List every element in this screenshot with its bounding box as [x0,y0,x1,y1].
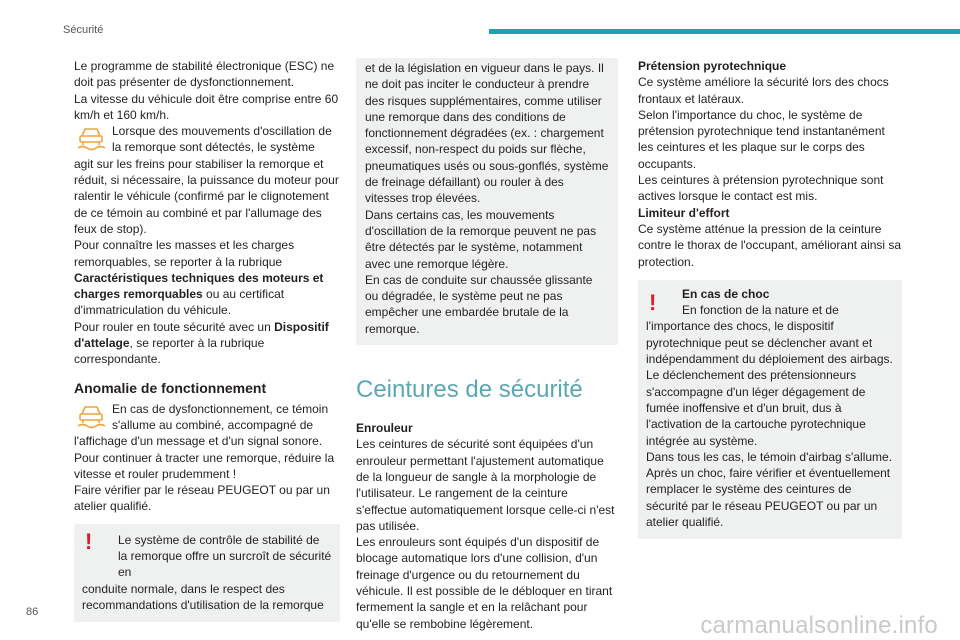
paragraph: agit sur les freins pour stabiliser la remorque et réduit, si nécessaire, la puissance du moteur pour ralentir le véhicule (confirmé par le clignotement de ce témoin au combiné et par l'allumage des feux de stop). [74,156,339,236]
exclamation-icon: ! [649,289,657,315]
note-text: Dans certains cas, les mouvements d'oscillation de la remorque peuvent ne pas être détectés par le système, notamment avec une remorque légère. [365,207,597,271]
warning-note [74,524,340,622]
column-left [74,58,340,622]
warning-light-row [74,401,340,434]
watermark: carmanualsonline.info [700,612,938,639]
page-title: Ceintures de sécurité [356,376,583,404]
paragraph: Selon l'importance du choc, le système de prétension pyrotechnique tend instantanément les ceintures et les plaque sur le corps des occupants. [638,107,885,171]
paragraph: Pour connaître les masses et les charges remorquables, se reporter à la rubrique Caractéristiques techniques des moteurs et charges remorquables ou au certificat d'immatriculation du véhicule. [74,238,324,318]
subheading: Limiteur d'effort [638,205,730,220]
paragraph: Ce système améliore la sécurité lors des chocs frontaux et latéraux. [638,75,889,106]
note-title: En cas de choc [682,286,770,301]
note-text: conduite normale, dans le respect des recommandations d'utilisation de la remorque [82,581,324,612]
note-text: En fonction de la nature et de [682,303,839,318]
note-text: et de la législation en vigueur dans le pays. Il ne doit pas inciter le conducteur à prendre des risques supplémentaires, comme utiliser une remorque dans des conditions de fonctionnement dégradées (ex. : chargement excessif, non-respect du poids sur flèche, pneumatiques usés ou sous-gonflés, système de freinage défaillant) ou rouler à des vitesses trop élevées. [365,61,609,206]
paragraph: En cas de dysfonctionnement, ce témoin s'allume au combiné, accompagné de [112,401,329,432]
section-header: Sécurité [63,24,104,36]
header-accent-bar [489,29,960,34]
paragraph: La vitesse du véhicule doit être comprise entre 60 km/h et 160 km/h. [74,91,339,122]
note-text: En cas de conduite sur chaussée glissante ou dégradée, le système peut ne pas empêcher une embardée brutale de la remorque. [365,272,593,336]
paragraph: Les ceintures de sécurité sont équipées d'un enrouleur permettant l'ajustement automatique de la longueur de sangle à la morphologie de l'utilisateur. Le rangement de la ceinture s'effectue automatiquement lorsque celle-ci n'est pas utilisée. [356,437,615,533]
trailer-stability-warning-icon [74,124,108,152]
paragraph: Faire vérifier par le réseau PEUGEOT ou par un atelier qualifié. [74,483,330,514]
note-text: Dans tous les cas, le témoin d'airbag s'allume. [646,449,893,464]
exclamation-icon: ! [85,528,93,554]
warning-note [638,280,902,539]
paragraph: Pour rouler en toute sécurité avec un Dispositif d'attelage, se reporter à la rubrique correspondante. [74,319,329,367]
note-text: Le système de contrôle de stabilité de la remorque offre un surcroît de sécurité en [118,532,332,580]
section-heading: Anomalie de fonctionnement [74,379,267,396]
note-text: l'importance des chocs, le dispositif pyrotechnique peut se déclencher avant et indépendamment du déploiement des airbags. Le déclenchement des prétensionneurs s'accompagne d'un léger dégagement de fumée inoffensive et d'un bruit, dus à l'activation de la cartouche pyrotechnique intégrée au système. [646,319,893,448]
paragraph: l'affichage d'un message et d'un signal sonore. [74,434,323,449]
column-right [638,58,902,539]
trailer-stability-warning-icon [74,402,108,430]
subheading: Enrouleur [356,421,413,436]
paragraph: Pour continuer à tracter une remorque, réduire la vitesse et rouler prudemment ! [74,450,335,481]
paragraph: Les ceintures à prétension pyrotechnique sont actives lorsque le contact est mis. [638,173,884,204]
paragraph: Ce système atténue la pression de la ceinture contre le thorax de l'occupant, améliorant ainsi sa protection. [638,221,902,269]
warning-note-continued [356,58,618,345]
subheading: Prétension pyrotechnique [638,59,787,73]
paragraph: Lorsque des mouvements d'oscillation de la remorque sont détectés, le système [112,124,332,155]
paragraph: Les enrouleurs sont équipés d'un dispositif de blocage automatique lors d'une collision, d'un freinage d'urgence ou du retournement du véhicule. Il est possible de le débloquer en tirant fermement la sangle et en la relâchant pour qu'elle se rembobine légèrement. [356,535,613,631]
paragraph: Le programme de stabilité électronique (ESC) ne doit pas présenter de dysfonctionnement. [74,59,335,90]
warning-light-row [74,123,340,156]
column-middle [356,58,618,632]
note-text: Après un choc, faire vérifier et éventuellement remplacer le système des ceintures de sécurité par le réseau PEUGEOT ou par un atelier qualifié. [646,466,891,530]
page-number: 86 [26,606,39,618]
